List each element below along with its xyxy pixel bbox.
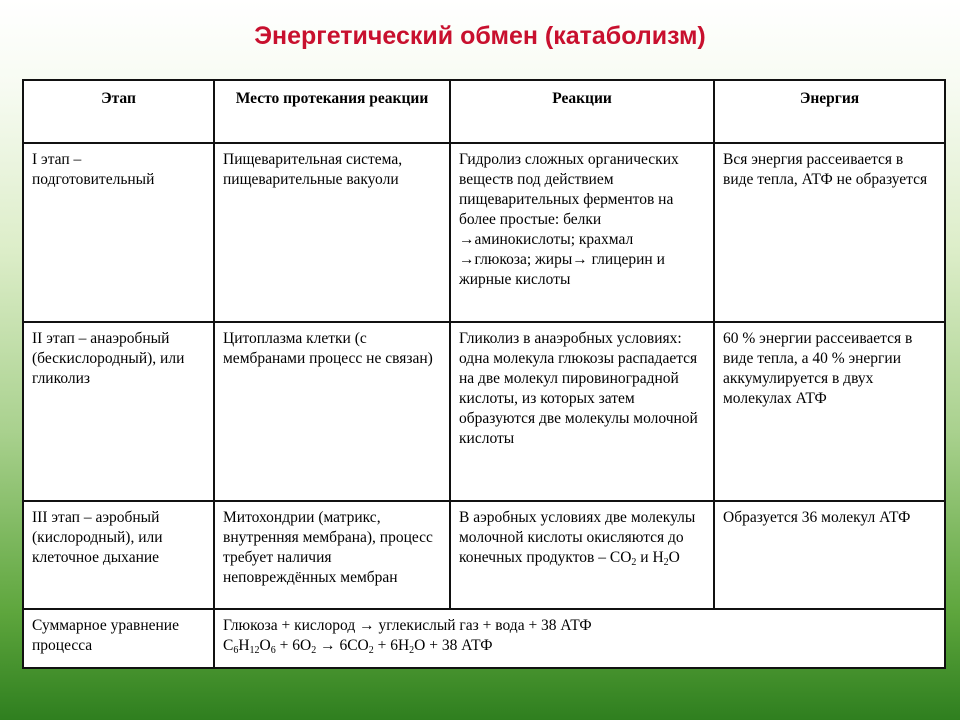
summary-label: Суммарное уравнение процесса bbox=[23, 609, 214, 668]
reactions-cell: Гликолиз в анаэробных условиях: одна молекула глюкозы распадается на две молекул пировиноградной кислоты, из которых затем образуются две молекулы молочной кислоты bbox=[450, 322, 714, 501]
place-cell: Цитоплазма клетки (с мембранами процесс не связан) bbox=[214, 322, 450, 501]
reactions-cell: В аэробных условиях две молекулы молочной кислоты окисляются до конечных продуктов – $СО_2$ и $Н_2О$ bbox=[450, 501, 714, 609]
reactions-text: В аэробных условиях две молекулы молочной кислоты окисляются до конечных продуктов – bbox=[459, 509, 696, 566]
header-reactions: Реакции bbox=[450, 80, 714, 143]
equation-tail: + 38 АТФ bbox=[425, 637, 493, 654]
header-energy: Энергия bbox=[714, 80, 945, 143]
summary-row bbox=[23, 609, 945, 668]
stage-cell: III этап – аэробный (кислородный), или клеточное дыхание bbox=[23, 501, 214, 609]
reactions-cell: Гидролиз сложных органических веществ под действием пищеварительных ферментов на более простые: белки →аминокислоты; крахмал →глюкоза; жиры→ глицерин и жирные кислоты bbox=[450, 143, 714, 322]
energy-cell: Вся энергия рассеивается в виде тепла, АТФ не образуется bbox=[714, 143, 945, 322]
catabolism-table bbox=[22, 79, 946, 669]
equation-formula: $С_6Н_{12}О_6 + 6О_2 \to 6СО_2 + 6Н_2О + 38$ АТФ bbox=[223, 637, 493, 656]
table-row bbox=[23, 143, 945, 322]
equation-words: Глюкоза + кислород → углекислый газ + вода + 38 АТФ bbox=[223, 617, 592, 634]
table-row bbox=[23, 322, 945, 501]
energy-cell: 60 % энергии рассеивается в виде тепла, а 40 % энергии аккумулируется в двух молекулах АТФ bbox=[714, 322, 945, 501]
place-cell: Митохондрии (матрикс, внутренняя мембрана), процесс требует наличия неповреждённых мембран bbox=[214, 501, 450, 609]
place-cell: Пищеварительная система, пищеварительные вакуоли bbox=[214, 143, 450, 322]
table-row bbox=[23, 501, 945, 609]
summary-equation bbox=[214, 609, 945, 668]
stage-cell: I этап – подготовительный bbox=[23, 143, 214, 322]
table-header-row bbox=[23, 80, 945, 143]
stage-cell: II этап – анаэробный (бескислородный), или гликолиз bbox=[23, 322, 214, 501]
energy-cell: Образуется 36 молекул АТФ bbox=[714, 501, 945, 609]
slide-title: Энергетический обмен (катаболизм) bbox=[254, 22, 706, 50]
header-stage: Этап bbox=[23, 80, 214, 143]
header-place: Место протекания реакции bbox=[214, 80, 450, 143]
